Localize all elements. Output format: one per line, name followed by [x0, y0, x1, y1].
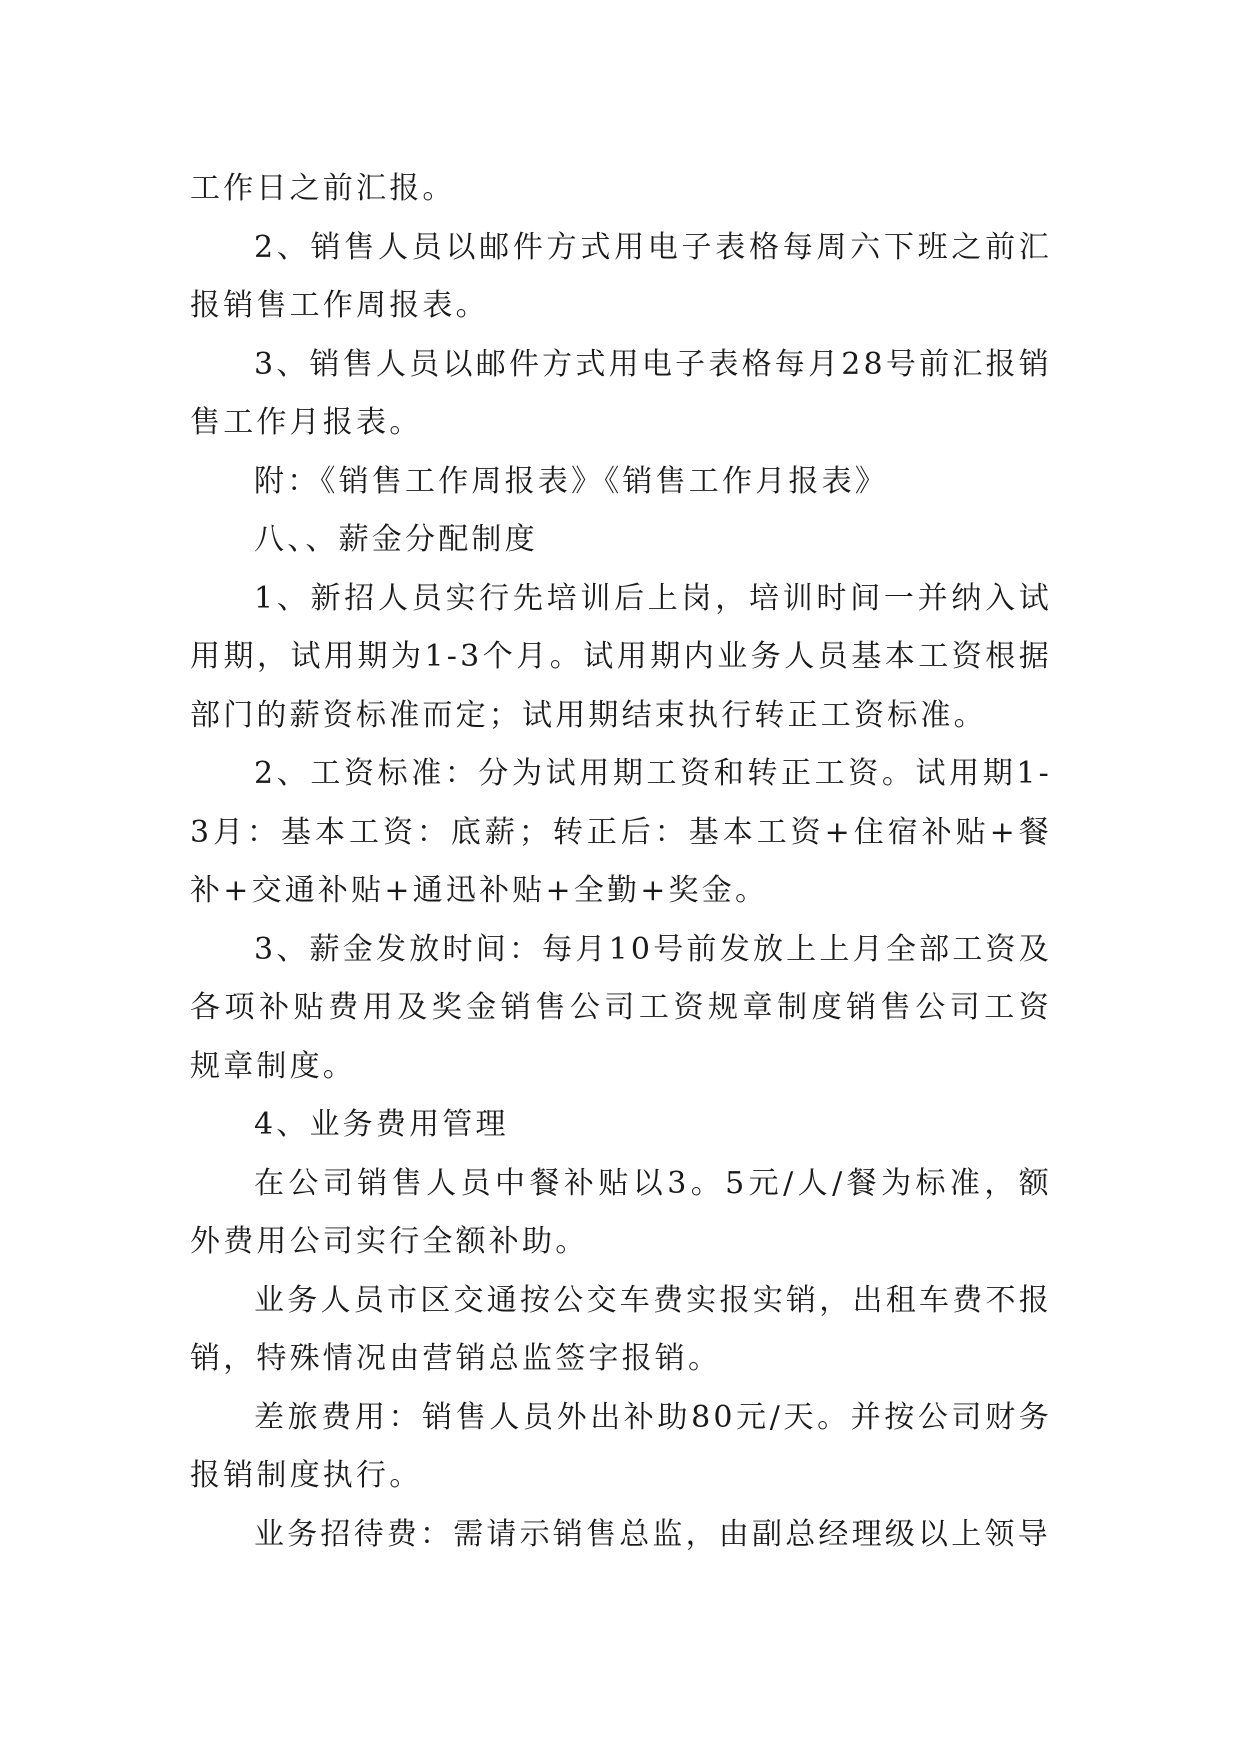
section-heading: 八、、薪金分配制度 [254, 522, 538, 557]
paragraph: 3、销售人员以邮件方式用电子表格每月28号前汇报销售工作月报表。 [190, 346, 1052, 440]
paragraph: 在公司销售人员中餐补贴以3。5元/人/餐为标准，额外费用公司实行全额补助。 [190, 1165, 1052, 1259]
paragraph: 3、薪金发放时间：每月10号前发放上上月全部工资及各项补贴费用及奖金销售公司工资规章制度销售公司工资规章制度。 [190, 931, 1052, 1084]
paragraph: 工作日之前汇报。 [190, 171, 456, 206]
paragraph: 1、新招人员实行先培训后上岗，培训时间一并纳入试用期，试用期为1-3个月。试用期内业务人员基本工资根据部门的薪资标准而定；试用期结束执行转正工资标准。 [190, 580, 1052, 733]
paragraph: 2、工资标准：分为试用期工资和转正工资。试用期1-3月：基本工资：底薪；转正后：基本工资+住宿补贴+餐补+交通补贴+通迅补贴+全勤+奖金。 [190, 756, 1052, 908]
paragraph: 业务人员市区交通按公交车费实报实销，出租车费不报销，特殊情况由营销总监签字报销。 [190, 1282, 1052, 1376]
document-body [190, 160, 1052, 1564]
paragraph: 业务招待费：需请示销售总监，由副总经理级以上领导 [254, 1516, 1051, 1552]
paragraph: 2、销售人员以邮件方式用电子表格每周六下班之前汇报销售工作周报表。 [190, 229, 1052, 323]
paragraph: 差旅费用：销售人员外出补助80元/天。并按公司财务报销制度执行。 [190, 1399, 1052, 1493]
subsection-heading: 4、业务费用管理 [254, 1107, 509, 1142]
attachment-note: 附：《销售工作周报表》《销售工作月报表》 [254, 463, 888, 499]
